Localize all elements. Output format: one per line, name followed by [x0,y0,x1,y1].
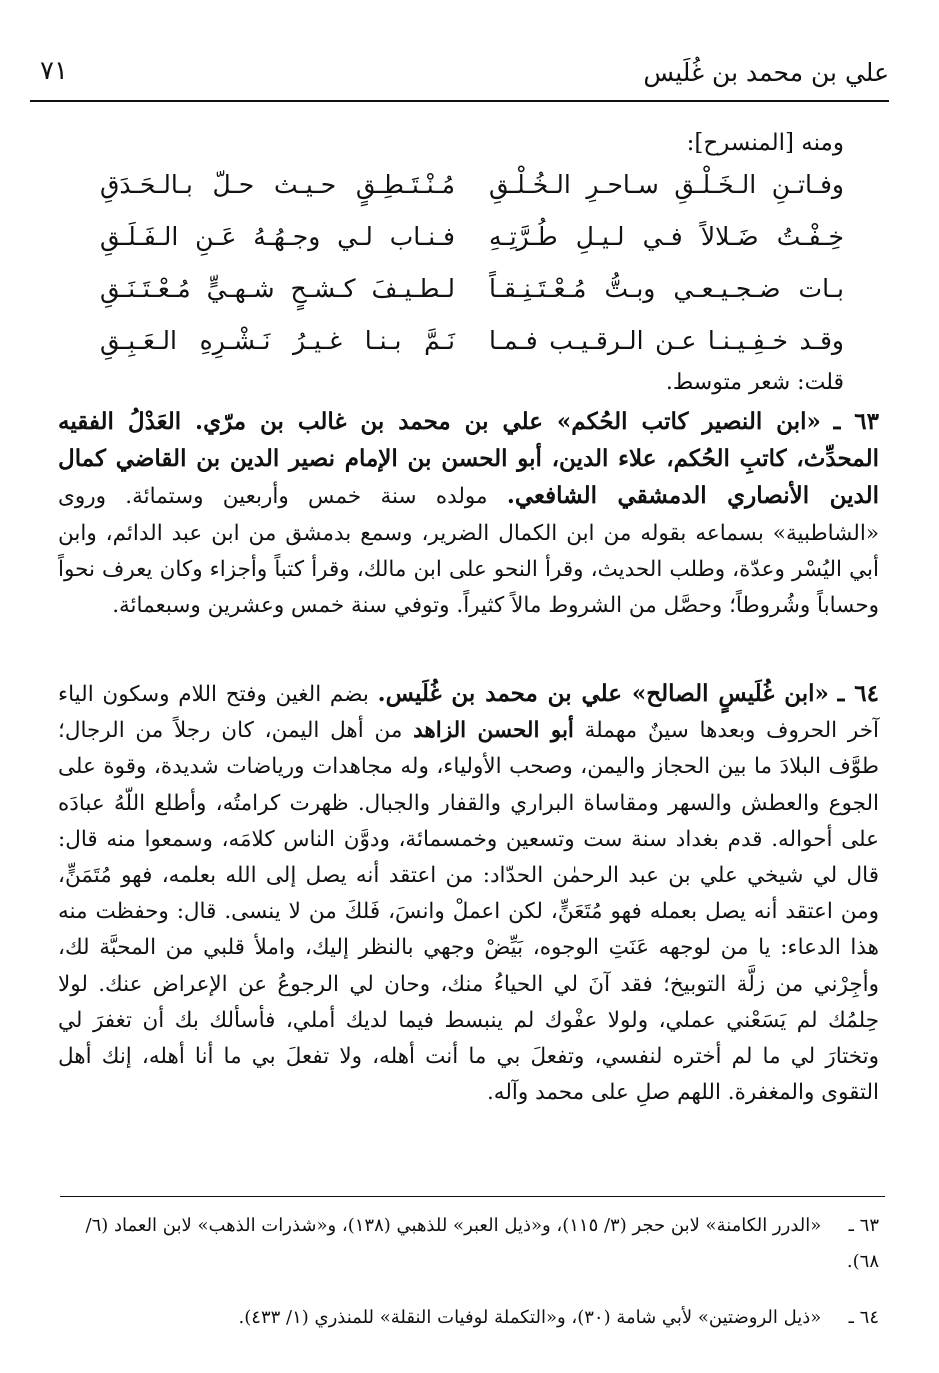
verse-first-hemistich: وقـد خـفِـيـنـا عـن الـرقـيـب فـمـا [489,326,844,355]
verse-second-hemistich: فـنـاب لـي وجـهُـهُ عَـنِ الـفَـلَـقِ [100,222,455,251]
verse-first-hemistich: وفـاتـنِ الـخَـلْـقِ سـاحـرِ الـخُـلْـقِ [489,170,844,199]
entry-number: ٦٤ ـ [837,680,879,707]
footnote-number: ٦٣ ـ [848,1215,879,1236]
entry-text: من أهل اليمن، كان رجلاً من الرجال؛ طوَّف البلادَ ما بين الحجاز واليمن، وصحب الأولياء، وله مجاهدات ورياضات شديدة، وقوة على الجوع والعطش والسهر ومقاساة البراري والقفار والجبال. ظهرت كرامتُه، وأطلع اللّهُ عبادَه على أحواله. قدم بغداد سنة ست وتسعين وخمسمائة، ودوَّن الناس كلامَه، وسمعوا منه قال: قال لي شيخي علي بن عبد الرحمٰن الحدّاد: من اعتقد أنه يصل إلى الله بعلمه، فهو مُتَمَنٍّ، ومن اعتقد أنه يصل بعمله فهو مُتَعَنٍّ، لكن اعملْ وانسَ، فَلكَ من لا ينسى. قال: وحفظت منه هذا الدعاء: يا من لوجهه عَنَتِ الوجوه، بَيِّضْ وجهي بالنظر إليك، واملأ قلبي من المحبَّة لك، وأجِرْني من زلَّة التوبيخ؛ فقد آنَ لي الحياءُ منك، وحان لي الرجوعُ عن الإعراض عنك. لولا حِلمُك لم يَسَعْني عملي، ولولا عفْوك لم ينبسط فيما لديك أملي، فأسألك بك أن تغفرَ لي وتختارَ لي ما لم أختره لنفسي، وتفعلَ بي ما أنت أهله، ولا تفعلَ بي ما أنا أهله، إنك أهل التقوى والمغفرة. اللهم صلِ على محمد وآله. [58,718,879,1106]
verse-first-hemistich: بـات ضـجـيـعـي وبـتُّ مُـعْـتَـنِـقـاً [489,274,844,303]
verse-second-hemistich: لـطـيـفَ كـشـحٍ شـهـيٍّ مُـعْـتَـنَـقِ [100,274,455,303]
verse-second-hemistich: نَـمَّ بـنـا غـيـرُ نَـشْـرِهِ الـعَـبِـقِ [100,326,455,355]
entry-kunya: أبو الحسن الزاهد [413,718,574,744]
footnote-64 [60,1300,879,1336]
entry-number: ٦٣ ـ [833,408,879,435]
poem-intro: ومنه [المنسرح]: [686,130,844,156]
entry-text: مولده سنة خمس وأربعين وستمائة. وروى «الشاطبية» بسماعه بقوله من ابن الكمال الضرير، وسمع بدمشق من ابن عبد الدائم، وابن أبي اليُسْر وعدّة، وطلب الحديث، وقرأ النحو على ابن مالك، وقرأ كتباً وأجزاء وكان يعرف نحواً وحساباً وشُروطاً؛ وحصَّل من الشروط مالاً كثيراً. وتوفي سنة خمس وعشرين وسبعمائة. [58,484,879,619]
verse [100,170,844,222]
verse-first-hemistich: خِـفْـتُ ضَـلالاً فـي لـيـلِ طُـرَّتِـهِ [489,222,844,251]
biography-entry-64 [58,676,879,1111]
header-rule [30,100,889,102]
footnote-text: «ذيل الروضتين» لأبي شامة (٣٠)، و«التكملة لوفيات النقلة» للمنذري (١/ ٤٣٣). [238,1307,822,1328]
verse [100,274,844,326]
footnote-text: «الدرر الكامنة» لابن حجر (٣/ ١١٥)، و«ذيل العبر» للذهبي (١٣٨)، و«شذرات الذهب» لابن العماد (٦/ ٦٨). [85,1215,879,1272]
entry-text: بضم الغين وفتح اللام وسكون الياء آخر الحروف وبعدها سينٌ مهملة [58,682,879,744]
poem-remark: قلت: شعر متوسط. [665,370,844,395]
running-title: علي بن محمد بن غُلَيس [643,58,889,87]
biography-entry-63 [58,404,879,624]
verse-second-hemistich: مُـنْـتَـطِـقٍ حـيـث حـلّ بـالـحَـدَقِ [100,170,455,199]
entry-name: «ابن غُلَيسٍ الصالح» علي بن محمد بن غُلَيس. [377,680,829,707]
verse [100,222,844,274]
page-number: ٧١ [40,56,68,86]
entry-name: «ابن النصير كاتب الحُكم» علي بن محمد بن غالب بن مرّي. العَدْلُ الفقيه المحدِّث، كاتبِ الحُكم، علاء الدين، أبو الحسن بن الإمام نصير الدين بن القاضي كمال الدين الأنصاري الدمشقي الشافعي. [58,408,879,510]
poem [100,170,844,378]
page-header [30,50,889,102]
footnote-63 [60,1208,879,1280]
footnote-separator [60,1196,885,1197]
footnote-number: ٦٤ ـ [848,1307,879,1328]
